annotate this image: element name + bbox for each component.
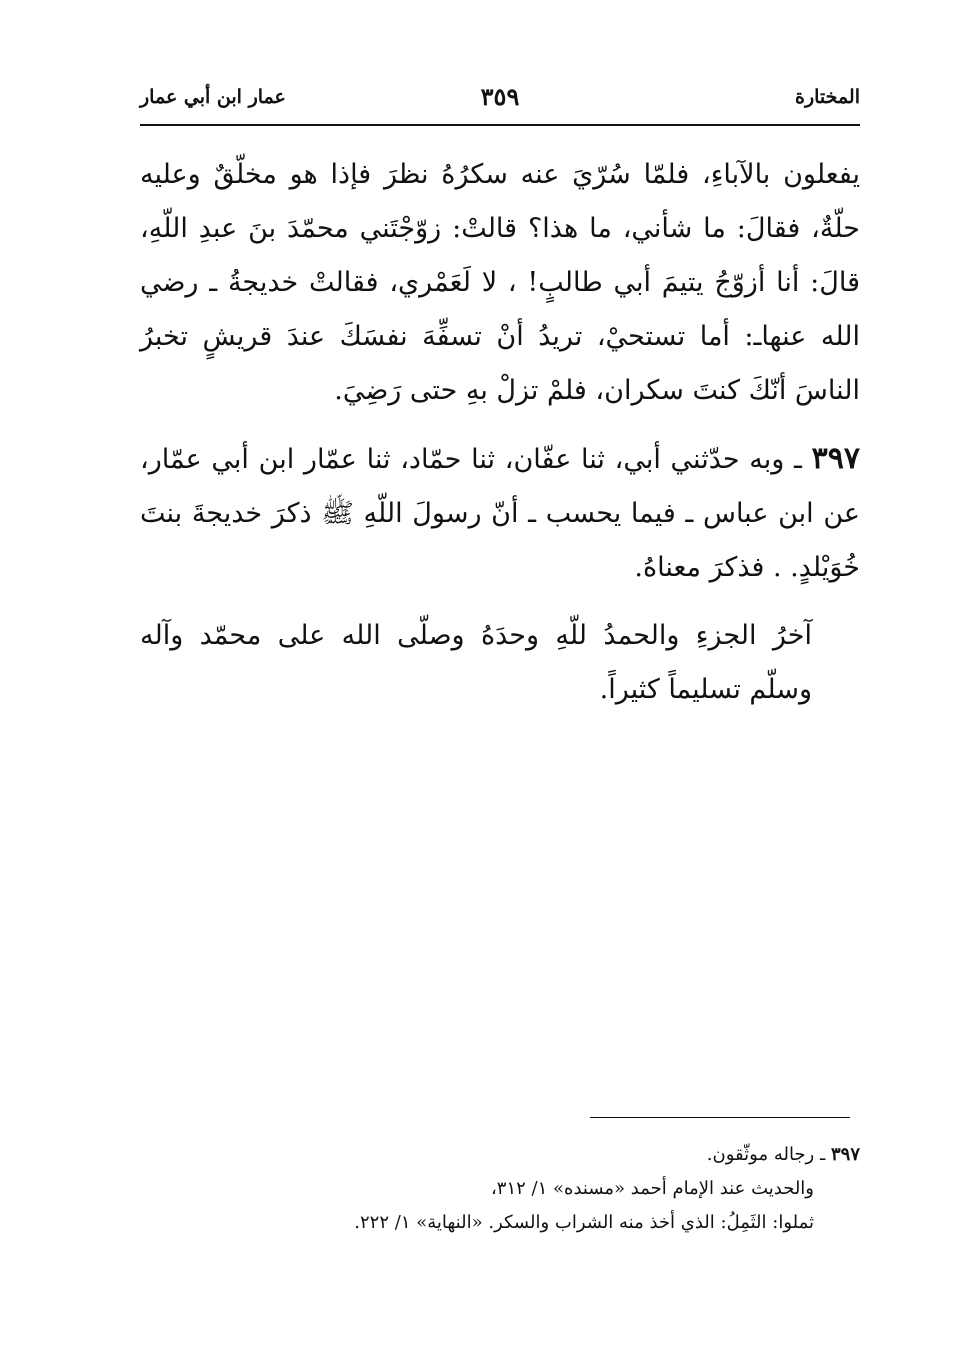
hadith-number: ٣٩٧ — [811, 441, 860, 476]
page-number: ٣٥٩ — [480, 82, 520, 111]
paragraph-1: يفعلون بالآباءِ، فلمّا سُرّيَ عنه سكرُهُ نظرَ فإذا هو مخلّقٌ وعليه حلّةٌ، فقالَ: ما شأني، ما هذا؟ قالتْ: زوّجْتَني محمّدَ بنَ عبدِ اللّهِ، قالَ: أنا أزوّجُ يتيمَ أبي طالبٍ! ، لا لَعَمْري، فقالتْ خديجةُ ـ رضي الله عنهاـ: أما تستحيْ، تريدُ أنْ تسفِّهَ نفسَكَ عندَ قريشٍ تخبرُ الناسَ أنّكَ كنتَ سكران، فلمْ تزلْ بهِ حتى رَضِيَ. — [140, 159, 860, 406]
footnote-rule — [590, 1117, 850, 1118]
footnote-line-1 — [200, 1138, 860, 1172]
section-title: المختارة — [795, 86, 860, 108]
header-rule — [140, 124, 860, 126]
chapter-title: عمار ابن أبي عمار — [140, 86, 286, 108]
footnote-line-1-text: ـ رجاله موثّقون. — [706, 1144, 826, 1165]
footnotes — [200, 1138, 860, 1240]
page-header — [140, 78, 860, 118]
paragraph-2 — [140, 432, 860, 595]
footnote-number: ٣٩٧ — [830, 1144, 860, 1165]
footnote-line-2: والحديث عند الإمام أحمد «مسنده» ١/ ٣١٢، — [490, 1178, 814, 1199]
paragraph-2-text: ـ وبه حدّثني أبي، ثنا عفّان، ثنا حمّاد، ثنا عمّار ابن أبي عمّار، عن ابن عباس ـ فيما يحسب ـ أنّ رسولَ اللّهِ ﷺ ذكرَ خديجةَ بنتَ خُوَيْلدٍ. . فذكرَ معناهُ. — [140, 444, 860, 583]
paragraph-3: آخرُ الجزءِ والحمدُ للّهِ وحدَهُ وصلّى الله على محمّد وآله وسلّم تسليماً كثيراً. — [140, 620, 812, 705]
main-text — [140, 148, 860, 731]
footnote-line-3: ثملوا: الثَمِلُ: الذي أخذ منه الشراب والسكر. «النهاية» ١/ ٢٢٢. — [354, 1212, 814, 1233]
